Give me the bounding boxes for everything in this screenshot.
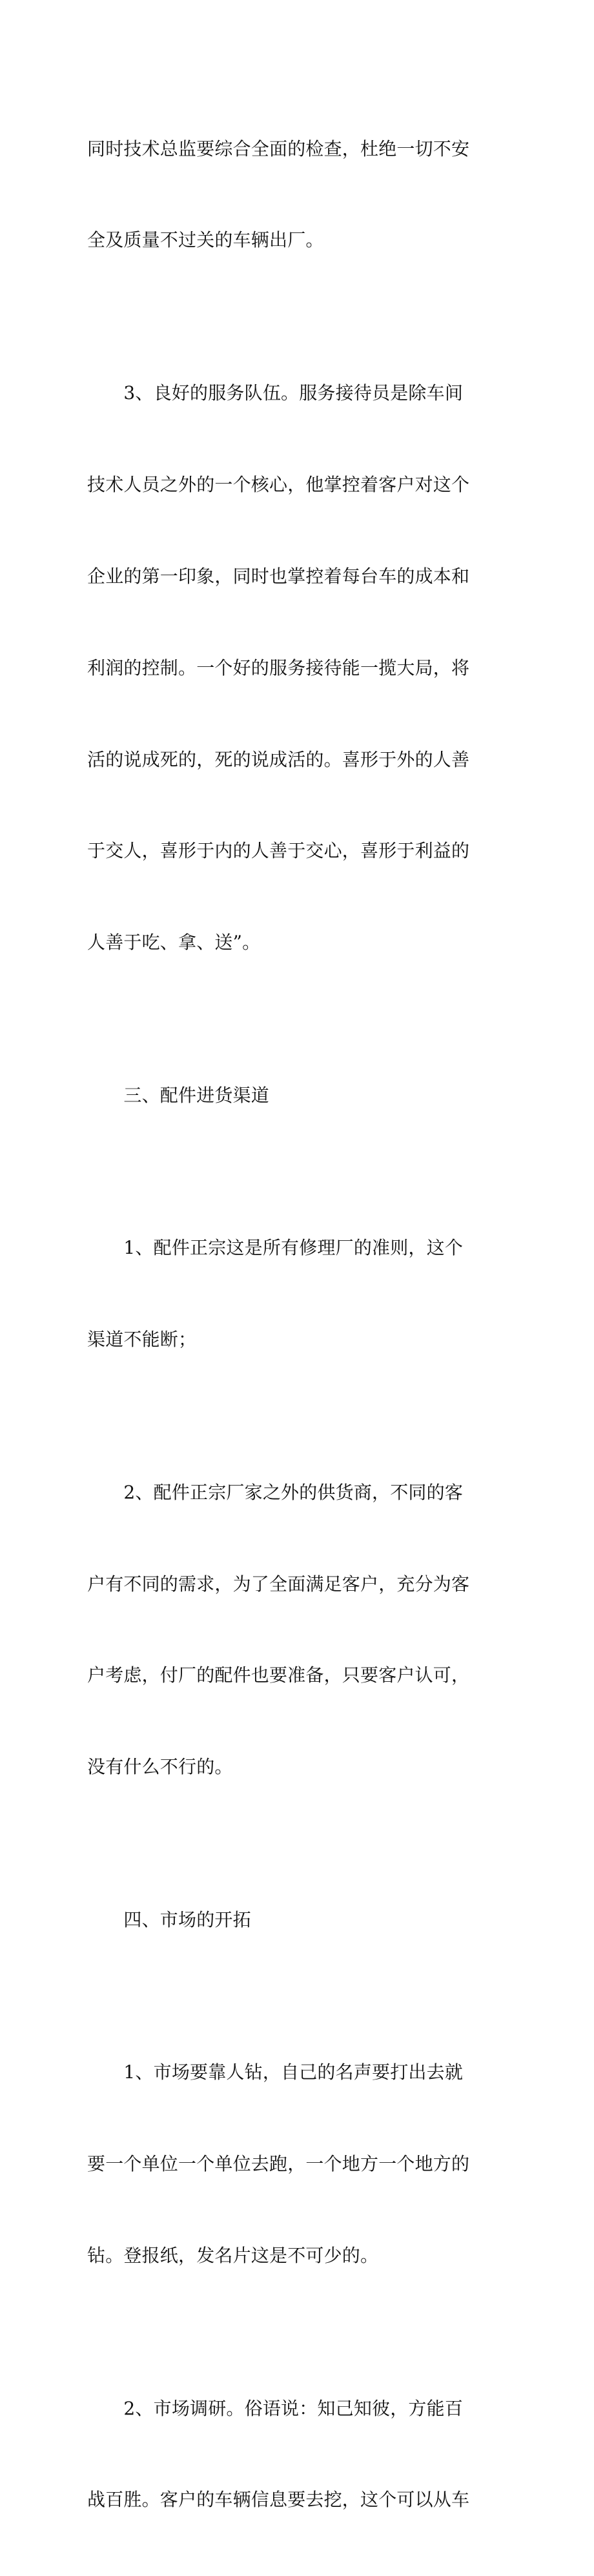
text-line: 三、配件进货渠道 xyxy=(87,1084,270,1106)
text-line: 1、配件正宗这是所有修理厂的准则，这个 xyxy=(87,1237,464,1259)
text-line: 要一个单位一个单位去跑，一个地方一个地方的 xyxy=(87,2153,470,2175)
text-line: 渠道不能断； xyxy=(87,1329,197,1351)
text-line: 四、市场的开拓 xyxy=(87,1908,251,1930)
text-line: 技术人员之外的一个核心，他掌控着客户对这个 xyxy=(87,473,470,495)
text-line: 战百胜。客户的车辆信息要去挖，这个可以从车 xyxy=(87,2489,470,2511)
text-line: 1、市场要靠人钻，自己的名声要打出去就 xyxy=(87,2061,464,2083)
paragraph-market-research xyxy=(87,2332,478,2576)
paragraph-service-team xyxy=(87,316,478,1019)
text-line: 户有不同的需求，为了全面满足客户，充分为客 xyxy=(87,1573,470,1595)
text-line: 利润的控制。一个好的服务接待能一揽大局，将 xyxy=(87,657,470,679)
text-line: 全及质量不过关的车辆出厂。 xyxy=(87,229,324,251)
paragraph-other-suppliers xyxy=(87,1416,478,1843)
paragraph-genuine-parts xyxy=(87,1172,478,1416)
text-line: 同时技术总监要综合全面的检查，杜绝一切不安 xyxy=(87,138,470,159)
section-heading-parts-channels xyxy=(87,1019,478,1171)
text-line: 2、配件正宗厂家之外的供货商，不同的客 xyxy=(87,1481,464,1503)
text-line: 没有什么不行的。 xyxy=(87,1756,233,1778)
document-body xyxy=(87,72,478,2576)
text-line: 3、良好的服务队伍。服务接待员是除车间 xyxy=(87,382,464,404)
paragraph-market-outreach xyxy=(87,1996,478,2332)
text-line: 人善于吃、拿、送”。 xyxy=(87,932,261,954)
text-line: 企业的第一印象，同时也掌控着每台车的成本和 xyxy=(87,565,470,587)
text-line: 户考虑，付厂的配件也要准备，只要客户认可， xyxy=(87,1664,470,1686)
text-line: 活的说成死的，死的说成活的。喜形于外的人善 xyxy=(87,748,470,770)
text-line: 钻。登报纸，发名片这是不可少的。 xyxy=(87,2245,379,2267)
text-line: 2、市场调研。俗语说：知己知彼，方能百 xyxy=(87,2397,464,2419)
paragraph-inspection xyxy=(87,72,478,316)
text-line: 于交人，喜形于内的人善于交心，喜形于利益的 xyxy=(87,840,470,862)
section-heading-market-expansion xyxy=(87,1843,478,1996)
